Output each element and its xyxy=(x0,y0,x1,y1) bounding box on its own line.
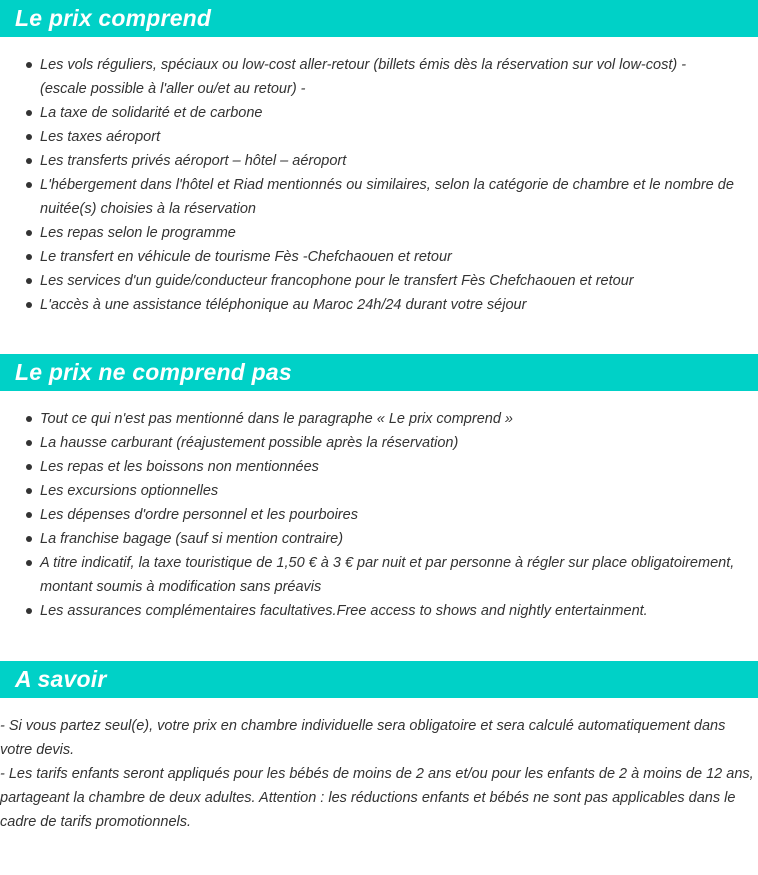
list-item: Les excursions optionnelles xyxy=(0,479,758,503)
notes-header xyxy=(0,661,758,698)
list-item: La taxe de solidarité et de carbone xyxy=(0,101,758,125)
excluded-title: Le prix ne comprend pas xyxy=(15,359,292,385)
included-list xyxy=(0,37,758,317)
included-header xyxy=(0,0,758,37)
list-item: Les vols réguliers, spéciaux ou low-cost aller-retour (billets émis dès la réservation sur vol low-cost) - (escale possible à l'aller ou/et au retour) - xyxy=(0,53,758,101)
list-item: La hausse carburant (réajustement possible après la réservation) xyxy=(0,431,758,455)
list-item: Les repas et les boissons non mentionnées xyxy=(0,455,758,479)
excluded-list xyxy=(0,391,758,623)
list-item: Les assurances complémentaires facultatives.Free access to shows and nightly entertainment. xyxy=(0,599,758,623)
notes-body xyxy=(0,698,758,834)
note-paragraph: - Les tarifs enfants seront appliqués pour les bébés de moins de 2 ans et/ou pour les enfants de 2 à moins de 12 ans, partageant la chambre de deux adultes. Attention : les réductions enfants et bébés ne sont pas applicables dans le cadre de tarifs promotionnels. xyxy=(0,766,754,830)
list-item: La franchise bagage (sauf si mention contraire) xyxy=(0,527,758,551)
list-item: L'accès à une assistance téléphonique au Maroc 24h/24 durant votre séjour xyxy=(0,293,758,317)
note-paragraph: - Si vous partez seul(e), votre prix en chambre individuelle sera obligatoire et sera calculé automatiquement dans votre devis. xyxy=(0,718,726,758)
list-item: Le transfert en véhicule de tourisme Fès -Chefchaouen et retour xyxy=(0,245,758,269)
list-item: A titre indicatif, la taxe touristique de 1,50 € à 3 € par nuit et par personne à régler sur place obligatoirement, montant soumis à modification sans préavis xyxy=(0,551,758,599)
list-item: Les repas selon le programme xyxy=(0,221,758,245)
list-item: Les taxes aéroport xyxy=(0,125,758,149)
notes-section xyxy=(0,661,758,834)
excluded-section xyxy=(0,354,758,623)
list-item: L'hébergement dans l'hôtel et Riad mentionnés ou similaires, selon la catégorie de chambre et le nombre de nuitée(s) choisies à la réservation xyxy=(0,173,758,221)
list-item: Tout ce qui n'est pas mentionné dans le paragraphe « Le prix comprend » xyxy=(0,407,758,431)
list-item: Les dépenses d'ordre personnel et les pourboires xyxy=(0,503,758,527)
list-item: Les transferts privés aéroport – hôtel – aéroport xyxy=(0,149,758,173)
included-section xyxy=(0,0,758,317)
notes-title: A savoir xyxy=(15,666,107,692)
list-item: Les services d'un guide/conducteur francophone pour le transfert Fès Chefchaouen et retour xyxy=(0,269,758,293)
included-title: Le prix comprend xyxy=(15,5,212,31)
excluded-header xyxy=(0,354,758,391)
